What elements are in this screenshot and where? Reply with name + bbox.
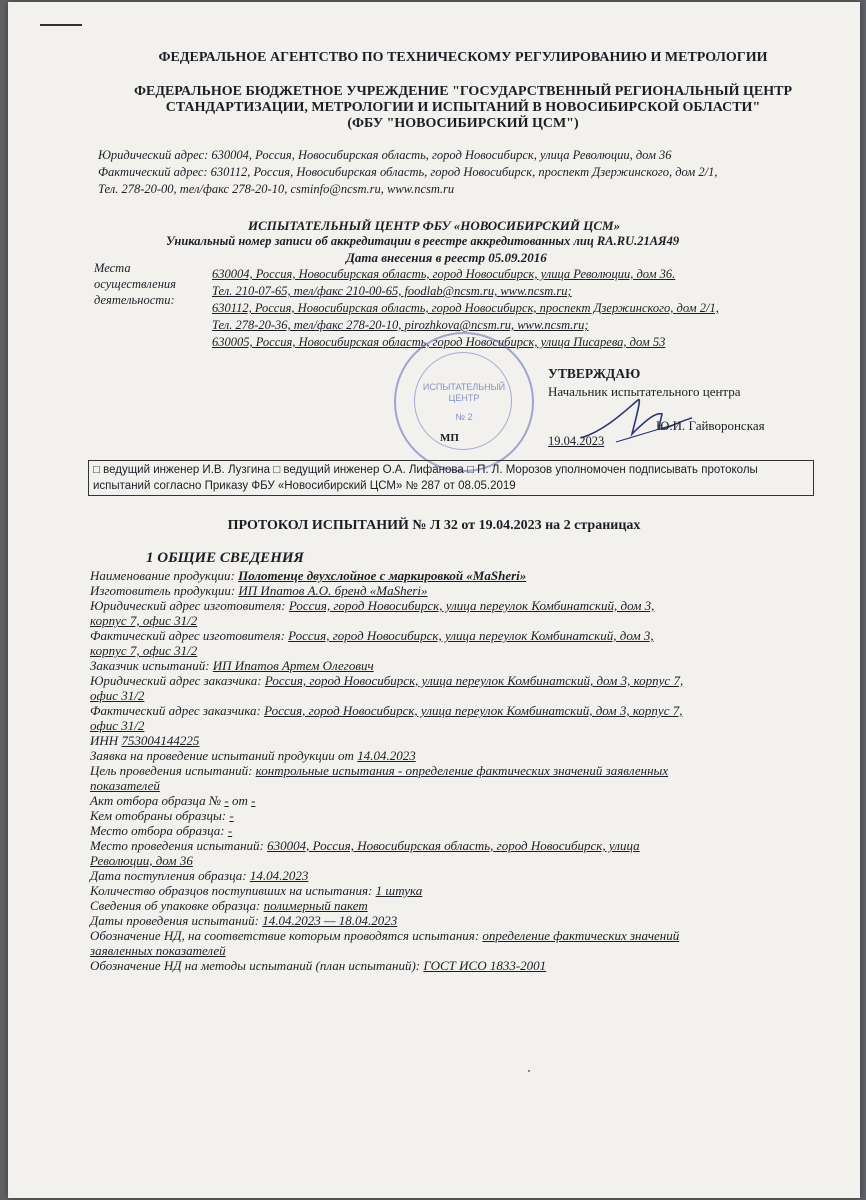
field-label: от	[231, 793, 248, 808]
test-goal: контрольные испытания - определение фактических значений заявленных	[255, 763, 669, 778]
customer-legal-address-cont: офис 31/2	[90, 688, 145, 703]
act-number: -	[224, 793, 229, 808]
field-label: Фактический адрес изготовителя:	[90, 628, 285, 643]
places-label: Места осуществления деятельности:	[94, 261, 176, 307]
field-label: Изготовитель продукции:	[90, 583, 236, 598]
actual-address: Фактический адрес: 630112, Россия, Новосибирская область, город Новосибирск, проспект Дзержинского, дом 2/1,	[98, 165, 718, 179]
customer-legal-address: Россия, город Новосибирск, улица переулок Комбинатский, дом 3, корпус 7,	[264, 673, 684, 688]
top-rule	[40, 24, 82, 26]
sample-place: -	[227, 823, 233, 838]
test-center-name: ИСПЫТАТЕЛЬНЫЙ ЦЕНТР ФБУ «НОВОСИБИРСКИЙ ЦСМ»	[248, 218, 621, 233]
protocol-title: ПРОТОКОЛ ИСПЫТАНИЙ № Л 32 от 19.04.2023 на 2 страницах	[227, 518, 641, 533]
place-line: Тел. 210-07-65, тел/факс 210-00-65, foodlab@ncsm.ru, www.ncsm.ru;	[212, 284, 572, 298]
place-line: 630005, Россия, Новосибирская область, город Новосибирск, улица Писарева, дом 53	[212, 335, 666, 349]
contact-phones: Тел. 278-20-00, тел/факс 278-20-10, csminfo@ncsm.ru, www.ncsm.ru	[98, 182, 455, 196]
approval-heading: УТВЕРЖДАЮ	[548, 366, 641, 381]
field-label: Место проведения испытаний:	[90, 838, 264, 853]
legal-address: Юридический адрес: 630004, Россия, Новосибирская область, город Новосибирск, улица Революции, дом 36	[98, 148, 672, 162]
agency-name: ФЕДЕРАЛЬНОЕ АГЕНТСТВО ПО ТЕХНИЧЕСКОМУ РЕГУЛИРОВАНИЮ И МЕТРОЛОГИИ	[158, 50, 768, 65]
field-label: ИНН	[90, 733, 119, 748]
stamp-text: ЦЕНТР	[448, 393, 480, 403]
manufacturer-actual-address: Россия, город Новосибирск, улица переулок Комбинатский, дом 3,	[288, 628, 654, 643]
institution-line-1: ФЕДЕРАЛЬНОЕ БЮДЖЕТНОЕ УЧРЕЖДЕНИЕ "ГОСУДАРСТВЕННЫЙ РЕГИОНАЛЬНЫЙ ЦЕНТР	[133, 84, 793, 99]
request-date: 14.04.2023	[357, 748, 416, 763]
field-label: Дата поступления образца:	[90, 868, 247, 883]
document-page	[8, 2, 860, 1198]
place-line: 630004, Россия, Новосибирская область, город Новосибирск, улица Революции, дом 36.	[212, 267, 676, 281]
manufacturer-legal-address-cont: корпус 7, офис 31/2	[90, 613, 198, 628]
test-dates: 14.04.2023 — 18.04.2023	[262, 913, 398, 928]
registry-date: Дата внесения в реестр 05.09.2016	[346, 250, 547, 265]
test-method: ГОСТ ИСО 1833-2001	[423, 958, 547, 973]
institution-line-3: (ФБУ "НОВОСИБИРСКИЙ ЦСМ")	[347, 116, 579, 131]
institution-name	[68, 84, 858, 132]
packaging: полимерный пакет	[263, 898, 368, 913]
authorization-box: □ ведущий инженер И.В. Лузгина □ ведущий инженер О.А. Лифанова □ П. Л. Морозов уполномочен подписывать протоколы испытаний согласно Приказу ФБУ «Новосибирский ЦСМ» № 287 от 08.05.2019	[88, 460, 814, 496]
round-stamp	[394, 332, 534, 472]
field-label: Заказчик испытаний:	[90, 658, 210, 673]
nd-standard: определение фактических значений	[482, 928, 680, 943]
inn-value: 753004144225	[121, 733, 200, 748]
customer-actual-address-cont: офис 31/2	[90, 718, 145, 733]
field-label: Юридический адрес заказчика:	[90, 673, 262, 688]
field-label: Даты проведения испытаний:	[90, 913, 259, 928]
field-label: Фактический адрес заказчика:	[90, 703, 261, 718]
approver-title: Начальник испытательного центра	[548, 384, 741, 399]
stamp-text: ИСПЫТАТЕЛЬНЫЙ	[422, 382, 506, 392]
field-label: Наименование продукции:	[90, 568, 235, 583]
sampled-by: -	[229, 808, 234, 823]
accreditation-number: Уникальный номер записи об аккредитации в реестре аккредитованных лиц RA.RU.21АЯ49	[166, 234, 680, 248]
test-place-cont: Революции, дом 36	[90, 853, 193, 868]
stamp-place-label: МП	[440, 432, 459, 444]
field-label: Сведения об упаковке образца:	[90, 898, 261, 913]
receipt-date: 14.04.2023	[249, 868, 309, 883]
field-label: Обозначение НД, на соответствие которым проводятся испытания:	[90, 928, 480, 943]
field-label: Цель проведения испытаний:	[90, 763, 253, 778]
approval-date: 19.04.2023	[548, 434, 605, 448]
field-label: Акт отбора образца №	[90, 793, 222, 808]
test-place: 630004, Россия, Новосибирская область, город Новосибирск, улица	[267, 838, 640, 853]
stamp-text: № 2	[455, 412, 473, 422]
test-goal-cont: показателей	[90, 778, 160, 793]
institution-line-2: СТАНДАРТИЗАЦИИ, МЕТРОЛОГИИ И ИСПЫТАНИЙ В НОВОСИБИРСКОЙ ОБЛАСТИ"	[165, 100, 761, 115]
general-info	[90, 568, 820, 973]
customer: ИП Ипатов Артем Олегович	[212, 658, 374, 673]
product-name: Полотенце двухслойное с маркировкой «MaSheri»	[238, 568, 527, 583]
field-label: Обозначение НД на методы испытаний (план испытаний):	[90, 958, 421, 973]
field-label: Юридический адрес изготовителя:	[90, 598, 286, 613]
place-line: Тел. 278-20-36, тел/факс 278-20-10, pirozhkova@ncsm.ru, www.ncsm.ru;	[212, 318, 589, 332]
approver-name: Ю.И. Гайворонская	[656, 418, 765, 433]
manufacturer: ИП Ипатов А.О. бренд «MaSheri»	[238, 583, 428, 598]
nd-standard-cont: заявленных показателей	[90, 943, 226, 958]
section-title: 1 ОБЩИЕ СВЕДЕНИЯ	[146, 550, 304, 566]
field-label: Кем отобраны образцы:	[90, 808, 227, 823]
page-speck	[528, 1070, 530, 1072]
manufacturer-actual-address-cont: корпус 7, офис 31/2	[90, 643, 198, 658]
manufacturer-legal-address: Россия, город Новосибирск, улица переулок Комбинатский, дом 3,	[288, 598, 655, 613]
field-label: Место отбора образца:	[90, 823, 225, 838]
sample-quantity: 1 штука	[375, 883, 423, 898]
customer-actual-address: Россия, город Новосибирск, улица переулок Комбинатский, дом 3, корпус 7,	[264, 703, 683, 718]
place-line: 630112, Россия, Новосибирская область, город Новосибирск, проспект Дзержинского, дом 2/1,	[212, 301, 719, 315]
field-label: Количество образцов поступивших на испытания:	[90, 883, 373, 898]
act-date: -	[251, 793, 256, 808]
field-label: Заявка на проведение испытаний продукции от	[90, 748, 354, 763]
